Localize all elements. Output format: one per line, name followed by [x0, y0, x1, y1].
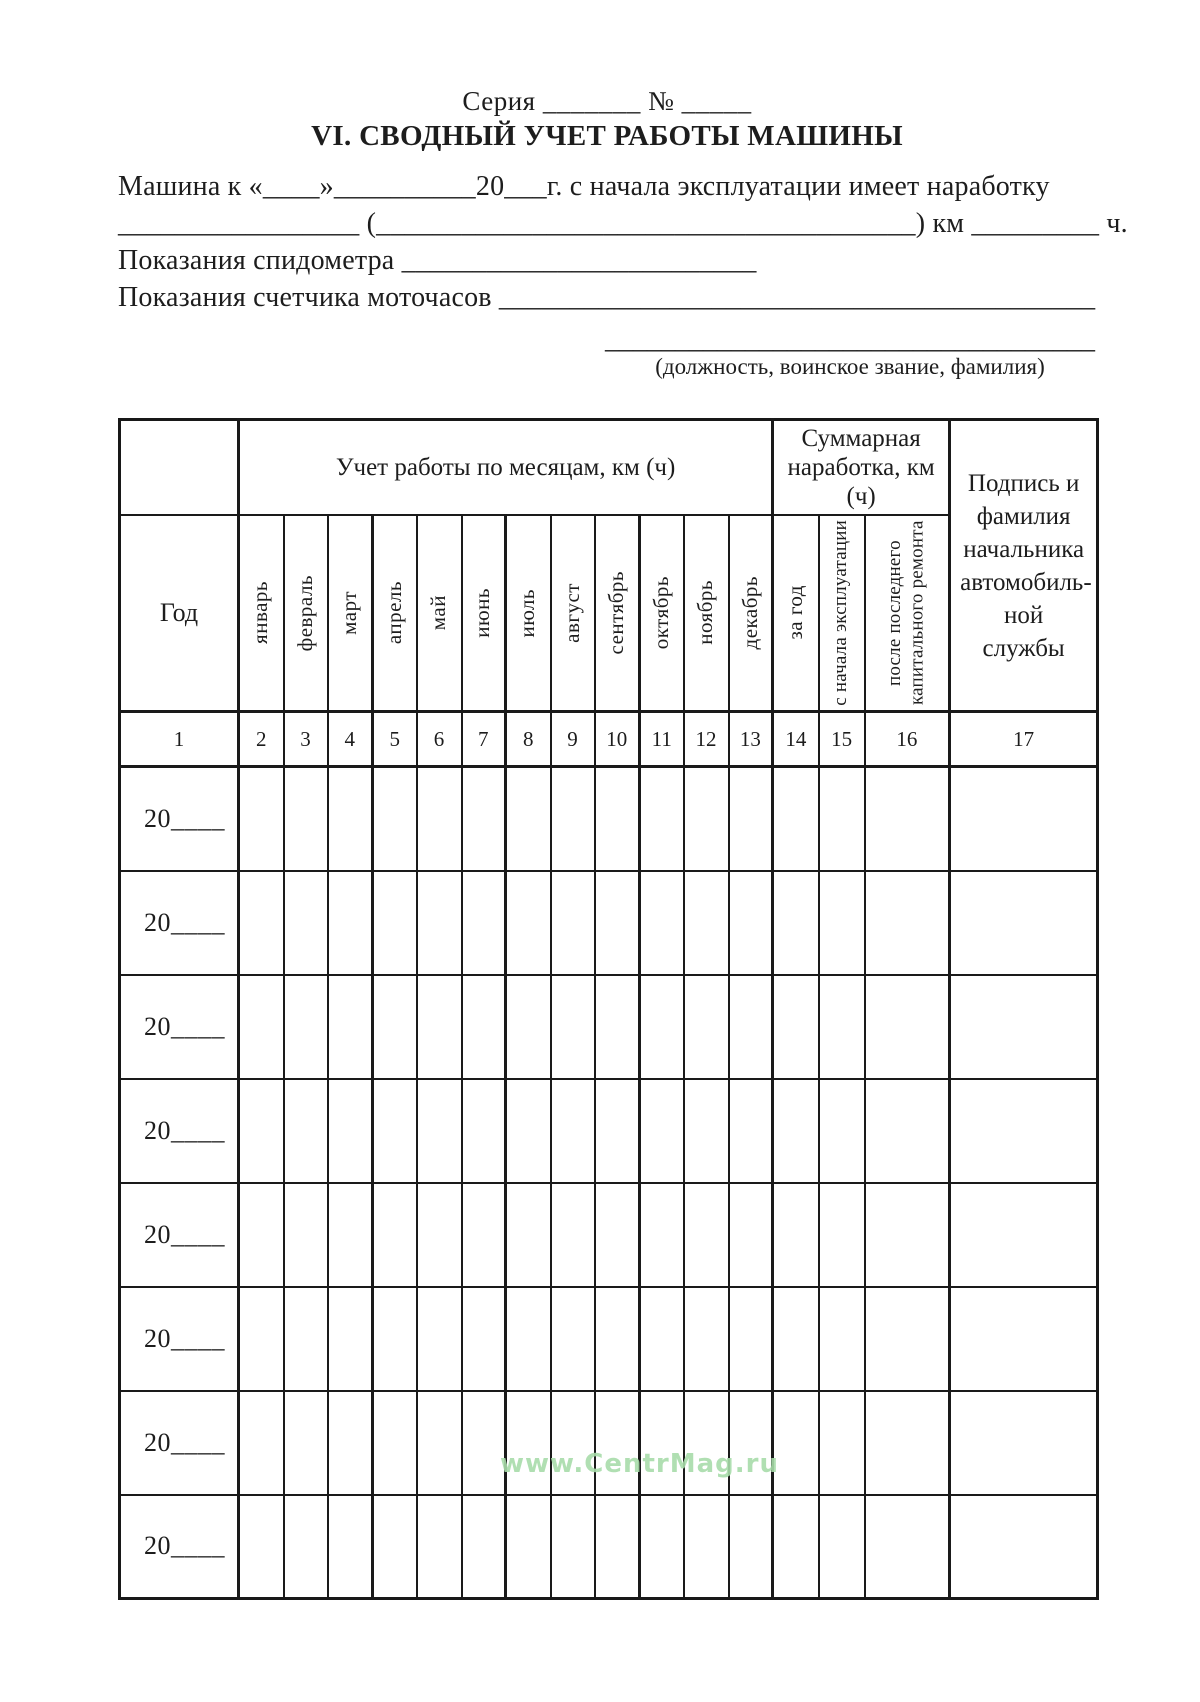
data-cell-per-year	[773, 1495, 819, 1599]
data-cell-since-start	[819, 1287, 865, 1391]
data-cell-february	[284, 1079, 328, 1183]
year-label: 20____	[144, 907, 225, 937]
year-label-cell	[120, 1183, 239, 1287]
year-label: 20____	[144, 1115, 225, 1145]
data-cell-since-start	[819, 1079, 865, 1183]
page-title: VI. СВОДНЫЙ УЧЕТ РАБОТЫ МАШИНЫ	[311, 120, 903, 152]
data-cell-since-start	[819, 1391, 865, 1495]
data-cell-april	[373, 1391, 417, 1495]
year-data-row	[120, 871, 1098, 975]
column-number: 3	[284, 712, 328, 767]
data-cell-since-start	[819, 975, 865, 1079]
data-cell-since-overhaul	[865, 1495, 950, 1599]
data-cell-march	[328, 1183, 373, 1287]
data-cell-october	[640, 1287, 684, 1391]
column-number: 11	[640, 712, 684, 767]
data-cell-per-year	[773, 767, 819, 871]
data-cell-june	[462, 1183, 506, 1287]
machine-operating-time-line: Машина к «____»__________20___г. с начала эксплуатации имеет наработку	[118, 171, 1050, 202]
column-number: 15	[819, 712, 865, 767]
column-number: 13	[729, 712, 773, 767]
data-cell-may	[417, 1495, 462, 1599]
data-cell-february	[284, 975, 328, 1079]
data-cell-november	[684, 975, 729, 1079]
form-page	[118, 0, 1128, 1600]
data-cell-august	[551, 767, 595, 871]
data-cell-january	[239, 1495, 284, 1599]
data-cell-march	[328, 1287, 373, 1391]
data-cell-march	[328, 1391, 373, 1495]
data-cell-march	[328, 871, 373, 975]
data-cell-june	[462, 871, 506, 975]
data-cell-since-overhaul	[865, 1287, 950, 1391]
data-cell-july	[506, 1183, 551, 1287]
data-cell-since-start	[819, 1495, 865, 1599]
data-cell-march	[328, 1495, 373, 1599]
data-cell-may	[417, 1183, 462, 1287]
data-cell-since-overhaul	[865, 871, 950, 975]
year-label: 20____	[144, 1323, 225, 1353]
data-cell-september	[595, 1391, 640, 1495]
data-cell-november	[684, 1391, 729, 1495]
month-header-april: апрель	[373, 515, 417, 712]
column-number: 16	[865, 712, 950, 767]
data-cell-november	[684, 871, 729, 975]
data-cell-november	[684, 767, 729, 871]
data-cell-february	[284, 767, 328, 871]
column-number: 4	[328, 712, 373, 767]
data-cell-december	[729, 1287, 773, 1391]
signature-caption: (должность, воинское звание, фамилия)	[655, 354, 1045, 379]
total-header-per-year: за год	[773, 515, 819, 712]
signature-column-header: Подпись и фамилия начальника автомобильной службы	[950, 420, 1098, 712]
data-cell-january	[239, 1183, 284, 1287]
intro-block	[118, 168, 1128, 316]
data-cell-january	[239, 871, 284, 975]
data-cell-august	[551, 871, 595, 975]
data-cell-since-overhaul	[865, 1183, 950, 1287]
column-number: 2	[239, 712, 284, 767]
year-label: 20____	[144, 1427, 225, 1457]
data-cell-march	[328, 975, 373, 1079]
column-number: 9	[551, 712, 595, 767]
data-cell-since-overhaul	[865, 1079, 950, 1183]
data-cell-january	[239, 1079, 284, 1183]
data-cell-may	[417, 1287, 462, 1391]
data-cell-july	[506, 1391, 551, 1495]
column-number: 14	[773, 712, 819, 767]
data-cell-february	[284, 1183, 328, 1287]
table-group-header-row	[120, 420, 1098, 515]
column-number: 8	[506, 712, 551, 767]
data-cell-since-overhaul	[865, 1391, 950, 1495]
data-cell-august	[551, 1079, 595, 1183]
data-cell-august	[551, 1183, 595, 1287]
data-cell-november	[684, 1079, 729, 1183]
data-cell-june	[462, 1079, 506, 1183]
data-cell-april	[373, 1287, 417, 1391]
data-cell-october	[640, 1183, 684, 1287]
year-data-row	[120, 1287, 1098, 1391]
month-header-january: январь	[239, 515, 284, 712]
data-cell-per-year	[773, 975, 819, 1079]
data-cell-april	[373, 1183, 417, 1287]
data-cell-november	[684, 1287, 729, 1391]
month-header-november: ноябрь	[684, 515, 729, 712]
data-cell-signature	[950, 1183, 1098, 1287]
data-cell-since-overhaul	[865, 975, 950, 1079]
data-cell-since-start	[819, 1183, 865, 1287]
data-cell-signature	[950, 1495, 1098, 1599]
month-header-february: февраль	[284, 515, 328, 712]
signature-block	[604, 326, 1096, 380]
year-column-header: Год	[120, 515, 239, 712]
month-header-may: май	[417, 515, 462, 712]
data-cell-december	[729, 1079, 773, 1183]
data-cell-may	[417, 767, 462, 871]
column-number: 7	[462, 712, 506, 767]
data-cell-april	[373, 1495, 417, 1599]
hour-meter-reading-line: Показания счетчика моточасов __________________________________________	[118, 282, 1096, 313]
year-data-row	[120, 975, 1098, 1079]
data-cell-october	[640, 871, 684, 975]
year-data-row	[120, 767, 1098, 871]
speedometer-reading-line: Показания спидометра _________________________	[118, 245, 757, 276]
data-cell-may	[417, 871, 462, 975]
data-cell-december	[729, 1183, 773, 1287]
data-cell-june	[462, 975, 506, 1079]
data-cell-since-start	[819, 767, 865, 871]
data-cell-august	[551, 1287, 595, 1391]
data-cell-october	[640, 1495, 684, 1599]
column-number: 1	[120, 712, 239, 767]
column-number: 17	[950, 712, 1098, 767]
year-data-row	[120, 1079, 1098, 1183]
column-number: 12	[684, 712, 729, 767]
data-cell-february	[284, 871, 328, 975]
month-header-september: сентябрь	[595, 515, 640, 712]
month-header-june: июнь	[462, 515, 506, 712]
month-header-march: март	[328, 515, 373, 712]
data-cell-december	[729, 1391, 773, 1495]
data-cell-since-overhaul	[865, 767, 950, 871]
data-cell-december	[729, 871, 773, 975]
data-cell-june	[462, 1391, 506, 1495]
data-cell-july	[506, 767, 551, 871]
data-cell-october	[640, 767, 684, 871]
data-cell-december	[729, 1495, 773, 1599]
data-cell-september	[595, 767, 640, 871]
total-header-since-start: с начала эксплуатации	[819, 515, 865, 712]
data-cell-january	[239, 975, 284, 1079]
data-cell-july	[506, 1495, 551, 1599]
data-cell-january	[239, 767, 284, 871]
data-cell-per-year	[773, 1391, 819, 1495]
data-cell-august	[551, 1391, 595, 1495]
data-cell-february	[284, 1287, 328, 1391]
data-cell-since-start	[819, 871, 865, 975]
data-cell-june	[462, 1287, 506, 1391]
data-cell-december	[729, 975, 773, 1079]
watermark-text: www.CentrMag.ru	[500, 1449, 779, 1479]
data-cell-signature	[950, 1079, 1098, 1183]
year-label-cell	[120, 975, 239, 1079]
month-header-july: июль	[506, 515, 551, 712]
year-label-cell	[120, 1391, 239, 1495]
data-cell-september	[595, 1495, 640, 1599]
data-cell-signature	[950, 767, 1098, 871]
data-cell-october	[640, 1391, 684, 1495]
year-label-cell	[120, 767, 239, 871]
data-cell-july	[506, 1287, 551, 1391]
data-cell-august	[551, 1495, 595, 1599]
year-data-row	[120, 1495, 1098, 1599]
year-label: 20____	[144, 803, 225, 833]
column-number: 10	[595, 712, 640, 767]
data-cell-july	[506, 1079, 551, 1183]
data-cell-signature	[950, 975, 1098, 1079]
month-header-december: декабрь	[729, 515, 773, 712]
months-group-header: Учет работы по месяцам, км (ч)	[239, 420, 773, 515]
year-label: 20____	[144, 1011, 225, 1041]
data-cell-march	[328, 1079, 373, 1183]
data-cell-april	[373, 871, 417, 975]
data-cell-april	[373, 975, 417, 1079]
data-cell-per-year	[773, 1079, 819, 1183]
year-label-cell	[120, 871, 239, 975]
data-cell-november	[684, 1495, 729, 1599]
data-cell-december	[729, 767, 773, 871]
data-cell-october	[640, 975, 684, 1079]
data-cell-signature	[950, 1287, 1098, 1391]
data-cell-may	[417, 1391, 462, 1495]
data-cell-signature	[950, 1391, 1098, 1495]
data-cell-april	[373, 767, 417, 871]
data-cell-january	[239, 1391, 284, 1495]
data-cell-may	[417, 1079, 462, 1183]
year-data-row	[120, 1391, 1098, 1495]
table-corner-cell	[120, 420, 239, 515]
year-label-cell	[120, 1495, 239, 1599]
data-cell-february	[284, 1391, 328, 1495]
data-cell-august	[551, 975, 595, 1079]
year-label: 20____	[144, 1531, 225, 1561]
data-cell-july	[506, 975, 551, 1079]
column-number: 6	[417, 712, 462, 767]
data-cell-per-year	[773, 1287, 819, 1391]
signature-blank-line: ___________________________________	[605, 324, 1095, 355]
data-cell-per-year	[773, 1183, 819, 1287]
data-cell-signature	[950, 871, 1098, 975]
data-cell-september	[595, 1183, 640, 1287]
year-label: 20____	[144, 1219, 225, 1249]
column-number: 5	[373, 712, 417, 767]
data-cell-april	[373, 1079, 417, 1183]
machine-work-summary-table	[118, 418, 1099, 1600]
data-cell-march	[328, 767, 373, 871]
totals-group-header: Суммарная наработка, км (ч)	[773, 420, 950, 515]
data-cell-october	[640, 1079, 684, 1183]
data-cell-per-year	[773, 871, 819, 975]
data-cell-june	[462, 1495, 506, 1599]
data-cell-september	[595, 871, 640, 975]
data-cell-february	[284, 1495, 328, 1599]
data-cell-september	[595, 975, 640, 1079]
year-label-cell	[120, 1287, 239, 1391]
data-cell-november	[684, 1183, 729, 1287]
data-cell-june	[462, 767, 506, 871]
data-cell-may	[417, 975, 462, 1079]
km-hours-blank-line: _________________ (______________________________________) км _________ ч.	[118, 208, 1128, 239]
data-cell-january	[239, 1287, 284, 1391]
year-data-row	[120, 1183, 1098, 1287]
column-number-row	[120, 712, 1098, 767]
month-header-october: октябрь	[640, 515, 684, 712]
data-cell-september	[595, 1287, 640, 1391]
year-label-cell	[120, 1079, 239, 1183]
total-header-since-overhaul: после последнего капитального ремонта	[865, 515, 950, 712]
month-header-august: август	[551, 515, 595, 712]
data-cell-july	[506, 871, 551, 975]
series-number-line: Серия _______ № _____	[462, 86, 752, 116]
data-cell-september	[595, 1079, 640, 1183]
